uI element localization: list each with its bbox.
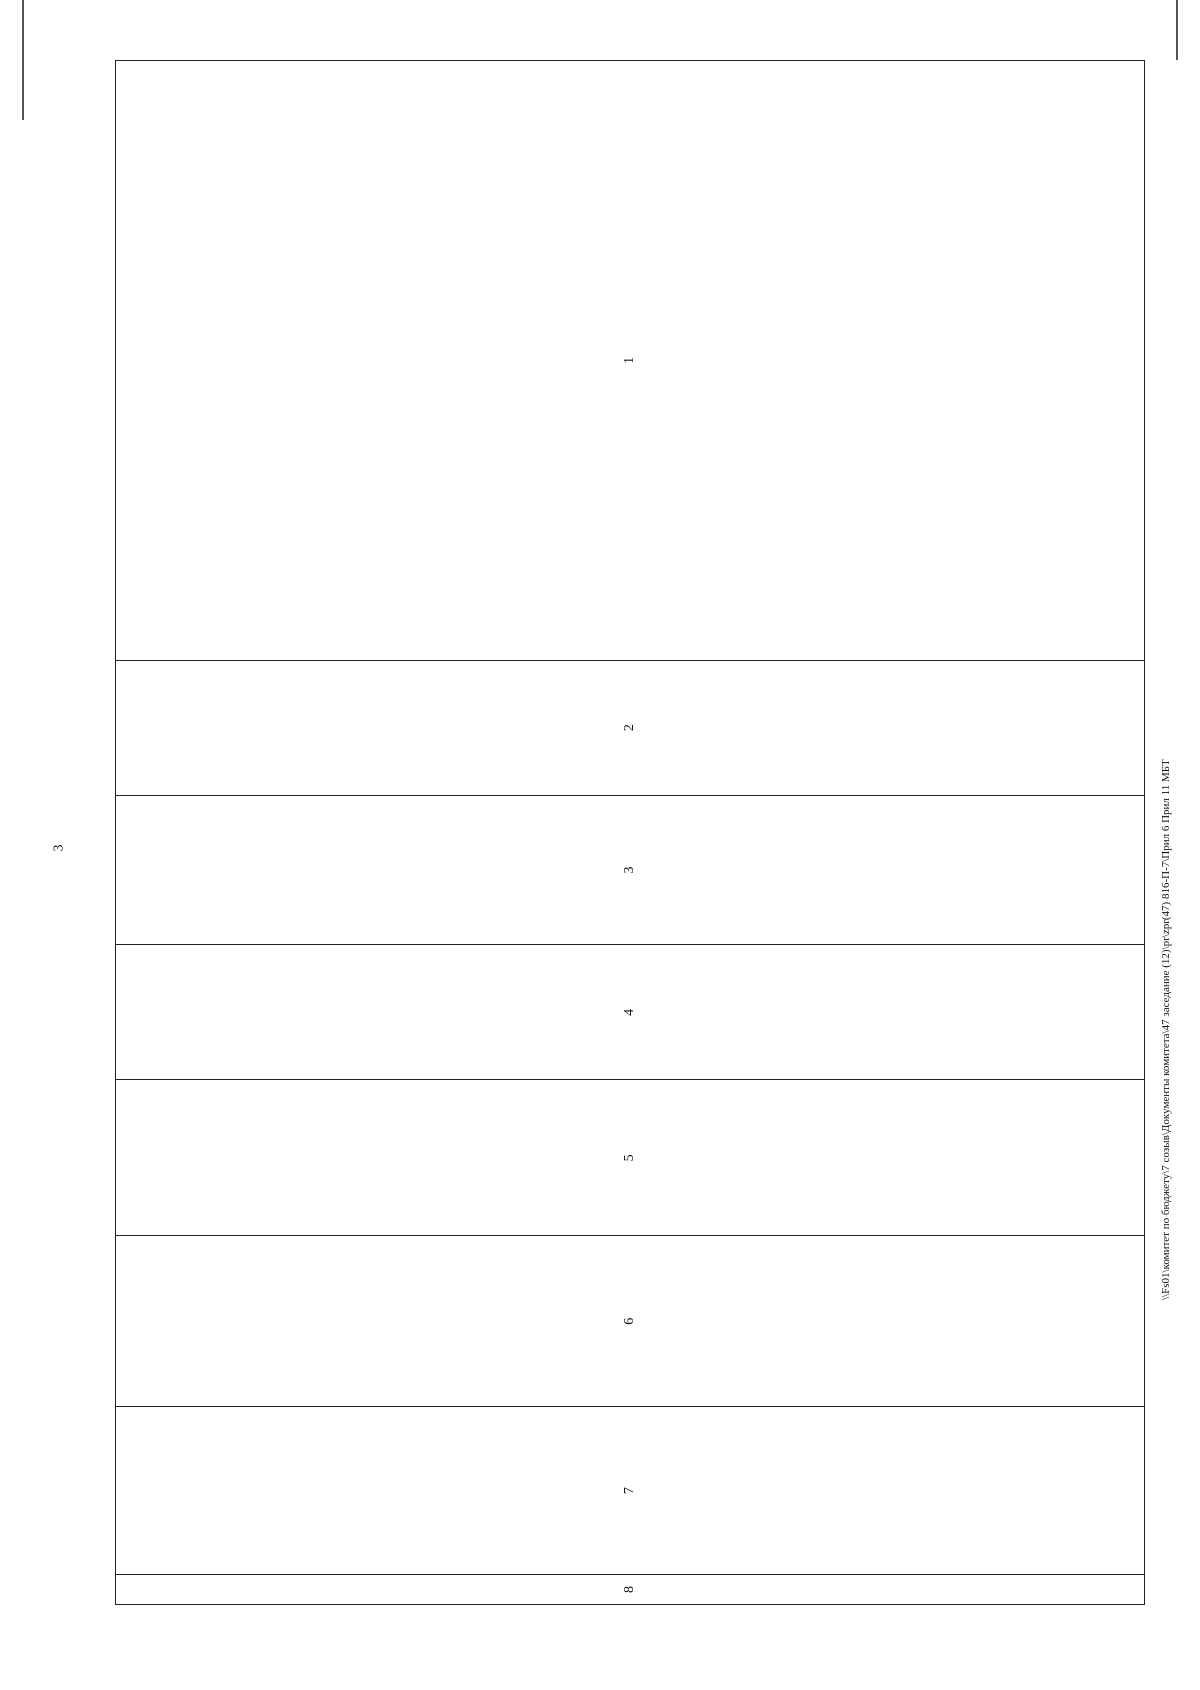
budget-table bbox=[115, 60, 1145, 1605]
column-number-row bbox=[116, 61, 1145, 1605]
column-number: 2 bbox=[116, 660, 1145, 795]
column-number: 5 bbox=[116, 1080, 1145, 1236]
scan-line-right bbox=[1176, 0, 1178, 60]
column-number: 7 bbox=[116, 1407, 1145, 1575]
footer-file-path: \\Fs01\комитет по бюджету\7 созыв\Документы комитета\47 заседание (12)\pr\zpr(47) 816-П-7\Прил 6 Прил 11 МБТ bbox=[1160, 759, 1172, 1300]
column-number: 4 bbox=[116, 945, 1145, 1080]
column-number: 6 bbox=[116, 1236, 1145, 1407]
column-number: 3 bbox=[116, 795, 1145, 945]
budget-table-container bbox=[115, 60, 1145, 1605]
column-number: 8 bbox=[116, 1575, 1145, 1605]
scan-line-left bbox=[22, 0, 24, 120]
column-number: 1 bbox=[116, 61, 1145, 661]
page-number: 3 bbox=[51, 844, 67, 852]
